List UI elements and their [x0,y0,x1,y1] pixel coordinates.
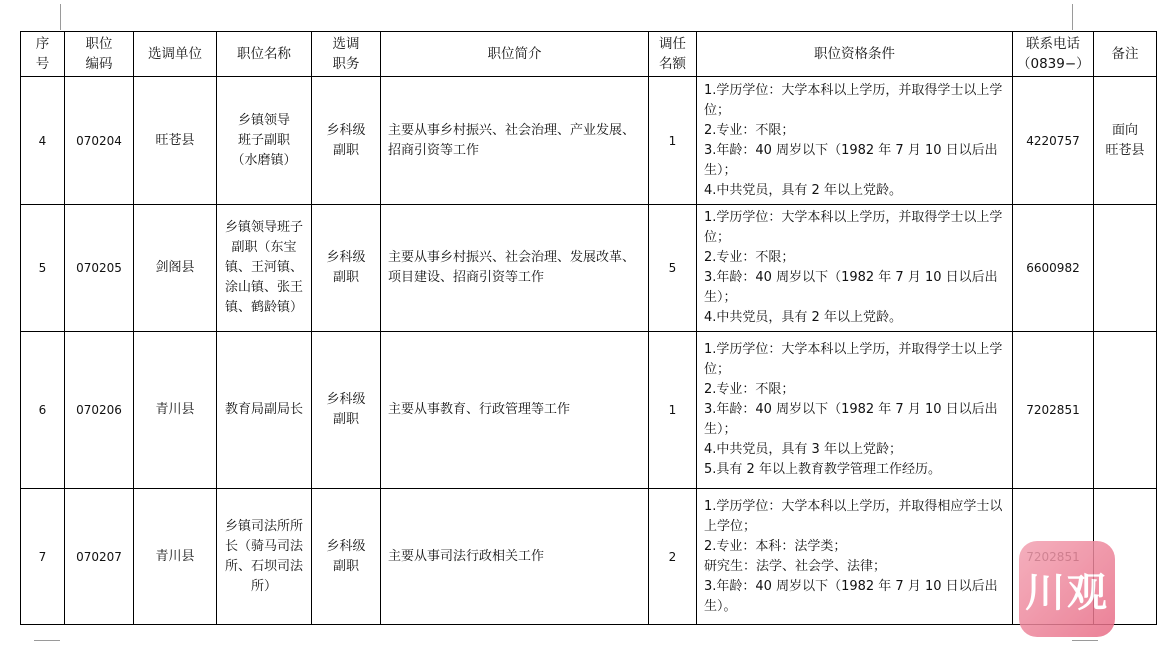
cell-intro: 主要从事司法行政相关工作 [381,489,649,625]
header-seq: 序 号 [21,32,65,77]
header-requirements: 职位资格条件 [697,32,1013,77]
cell-position: 乡镇领导 班子副职 （水磨镇） [217,77,312,205]
requirement-line: 4.中共党员，具有 3 年以上党龄； [704,442,902,457]
cell-intro: 主要从事教育、行政管理等工作 [381,332,649,489]
requirement-line: 2.专业：本科：法学类； [704,538,847,554]
table-row [21,205,1157,332]
cell-quota: 5 [649,205,697,332]
cell-quota: 2 [649,489,697,625]
cell-rank: 乡科级 副职 [312,489,381,625]
cell-requirements [697,205,1013,332]
crop-mark-top-right [1072,4,1073,30]
table-header-row [21,32,1157,77]
cell-seq: 7 [21,489,65,625]
cell-intro: 主要从事乡村振兴、社会治理、发展改革、项目建设、招商引资等工作 [381,205,649,332]
header-intro: 职位简介 [381,32,649,77]
cell-requirements [697,332,1013,489]
requirement-line: 3.年龄：40 周岁以下（1982 年 7 月 10 日以后出生）； [704,142,998,178]
header-position: 职位名称 [217,32,312,77]
requirement-line: 2.专业：不限； [704,122,795,138]
cell-rank: 乡科级 副职 [312,77,381,205]
cell-quota: 1 [649,77,697,205]
requirement-line: 3.年龄：40 周岁以下（1982 年 7 月 10 日以后出生）； [704,270,998,305]
header-code: 职位 编码 [65,32,134,77]
cell-code: 070207 [65,489,134,625]
requirement-line: 1.学历学位：大学本科以上学历，并取得学士以上学位； [704,210,1003,245]
requirement-line: 1.学历学位：大学本科以上学历，并取得相应学士以上学位； [704,498,1003,534]
cell-phone: 6600982 [1013,205,1094,332]
cell-rank: 乡科级 副职 [312,205,381,332]
table-row [21,332,1157,489]
header-unit: 选调单位 [134,32,217,77]
cell-position: 乡镇司法所所长（骑马司法所、石坝司法所） [217,489,312,625]
cell-code: 070206 [65,332,134,489]
watermark-logo: 川观 [1019,541,1115,637]
requirement-line: 1.学历学位：大学本科以上学历，并取得学士以上学位； [704,342,1003,377]
crop-mark-top-left [60,4,61,30]
cell-unit: 青川县 [134,332,217,489]
requirement-line: 2.专业：不限； [704,250,795,265]
cell-code: 070205 [65,205,134,332]
requirement-line: 5.具有 2 年以上教育教学管理工作经历。 [704,462,941,477]
cell-seq: 6 [21,332,65,489]
requirement-line: 4.中共党员，具有 2 年以上党龄。 [704,310,902,325]
cell-unit: 青川县 [134,489,217,625]
header-rank: 选调 职务 [312,32,381,77]
cell-note: 面向 旺苍县 [1094,77,1157,205]
cell-seq: 4 [21,77,65,205]
cell-position: 教育局副局长 [217,332,312,489]
cell-phone: 4220757 [1013,77,1094,205]
positions-table [20,31,1157,625]
cell-position: 乡镇领导班子副职（东宝镇、王河镇、涂山镇、张王镇、鹤龄镇） [217,205,312,332]
requirement-line: 4.中共党员，具有 2 年以上党龄。 [704,182,902,198]
cell-seq: 5 [21,205,65,332]
cell-unit: 旺苍县 [134,77,217,205]
cell-phone: 7202851 [1013,332,1094,489]
cell-requirements [697,77,1013,205]
cell-unit: 剑阁县 [134,205,217,332]
cell-note [1094,332,1157,489]
requirement-line: 2.专业：不限； [704,382,795,397]
cell-code: 070204 [65,77,134,205]
cell-requirements [697,489,1013,625]
cell-rank: 乡科级 副职 [312,332,381,489]
requirement-line: 研究生：法学、社会学、法律； [704,558,887,574]
header-phone: 联系电话 （0839−） [1013,32,1094,77]
requirement-line: 1.学历学位：大学本科以上学历，并取得学士以上学位； [704,82,1003,118]
table-row [21,77,1157,205]
cell-intro: 主要从事乡村振兴、社会治理、产业发展、招商引资等工作 [381,77,649,205]
crop-mark-bottom-right [1072,640,1098,641]
requirement-line: 3.年龄：40 周岁以下（1982 年 7 月 10 日以后出生）。 [704,578,998,614]
cell-quota: 1 [649,332,697,489]
header-note: 备注 [1094,32,1157,77]
requirement-line: 3.年龄：40 周岁以下（1982 年 7 月 10 日以后出生）； [704,402,998,437]
cell-note [1094,205,1157,332]
crop-mark-bottom-left [34,640,60,641]
table-row [21,489,1157,625]
header-quota: 调任 名额 [649,32,697,77]
